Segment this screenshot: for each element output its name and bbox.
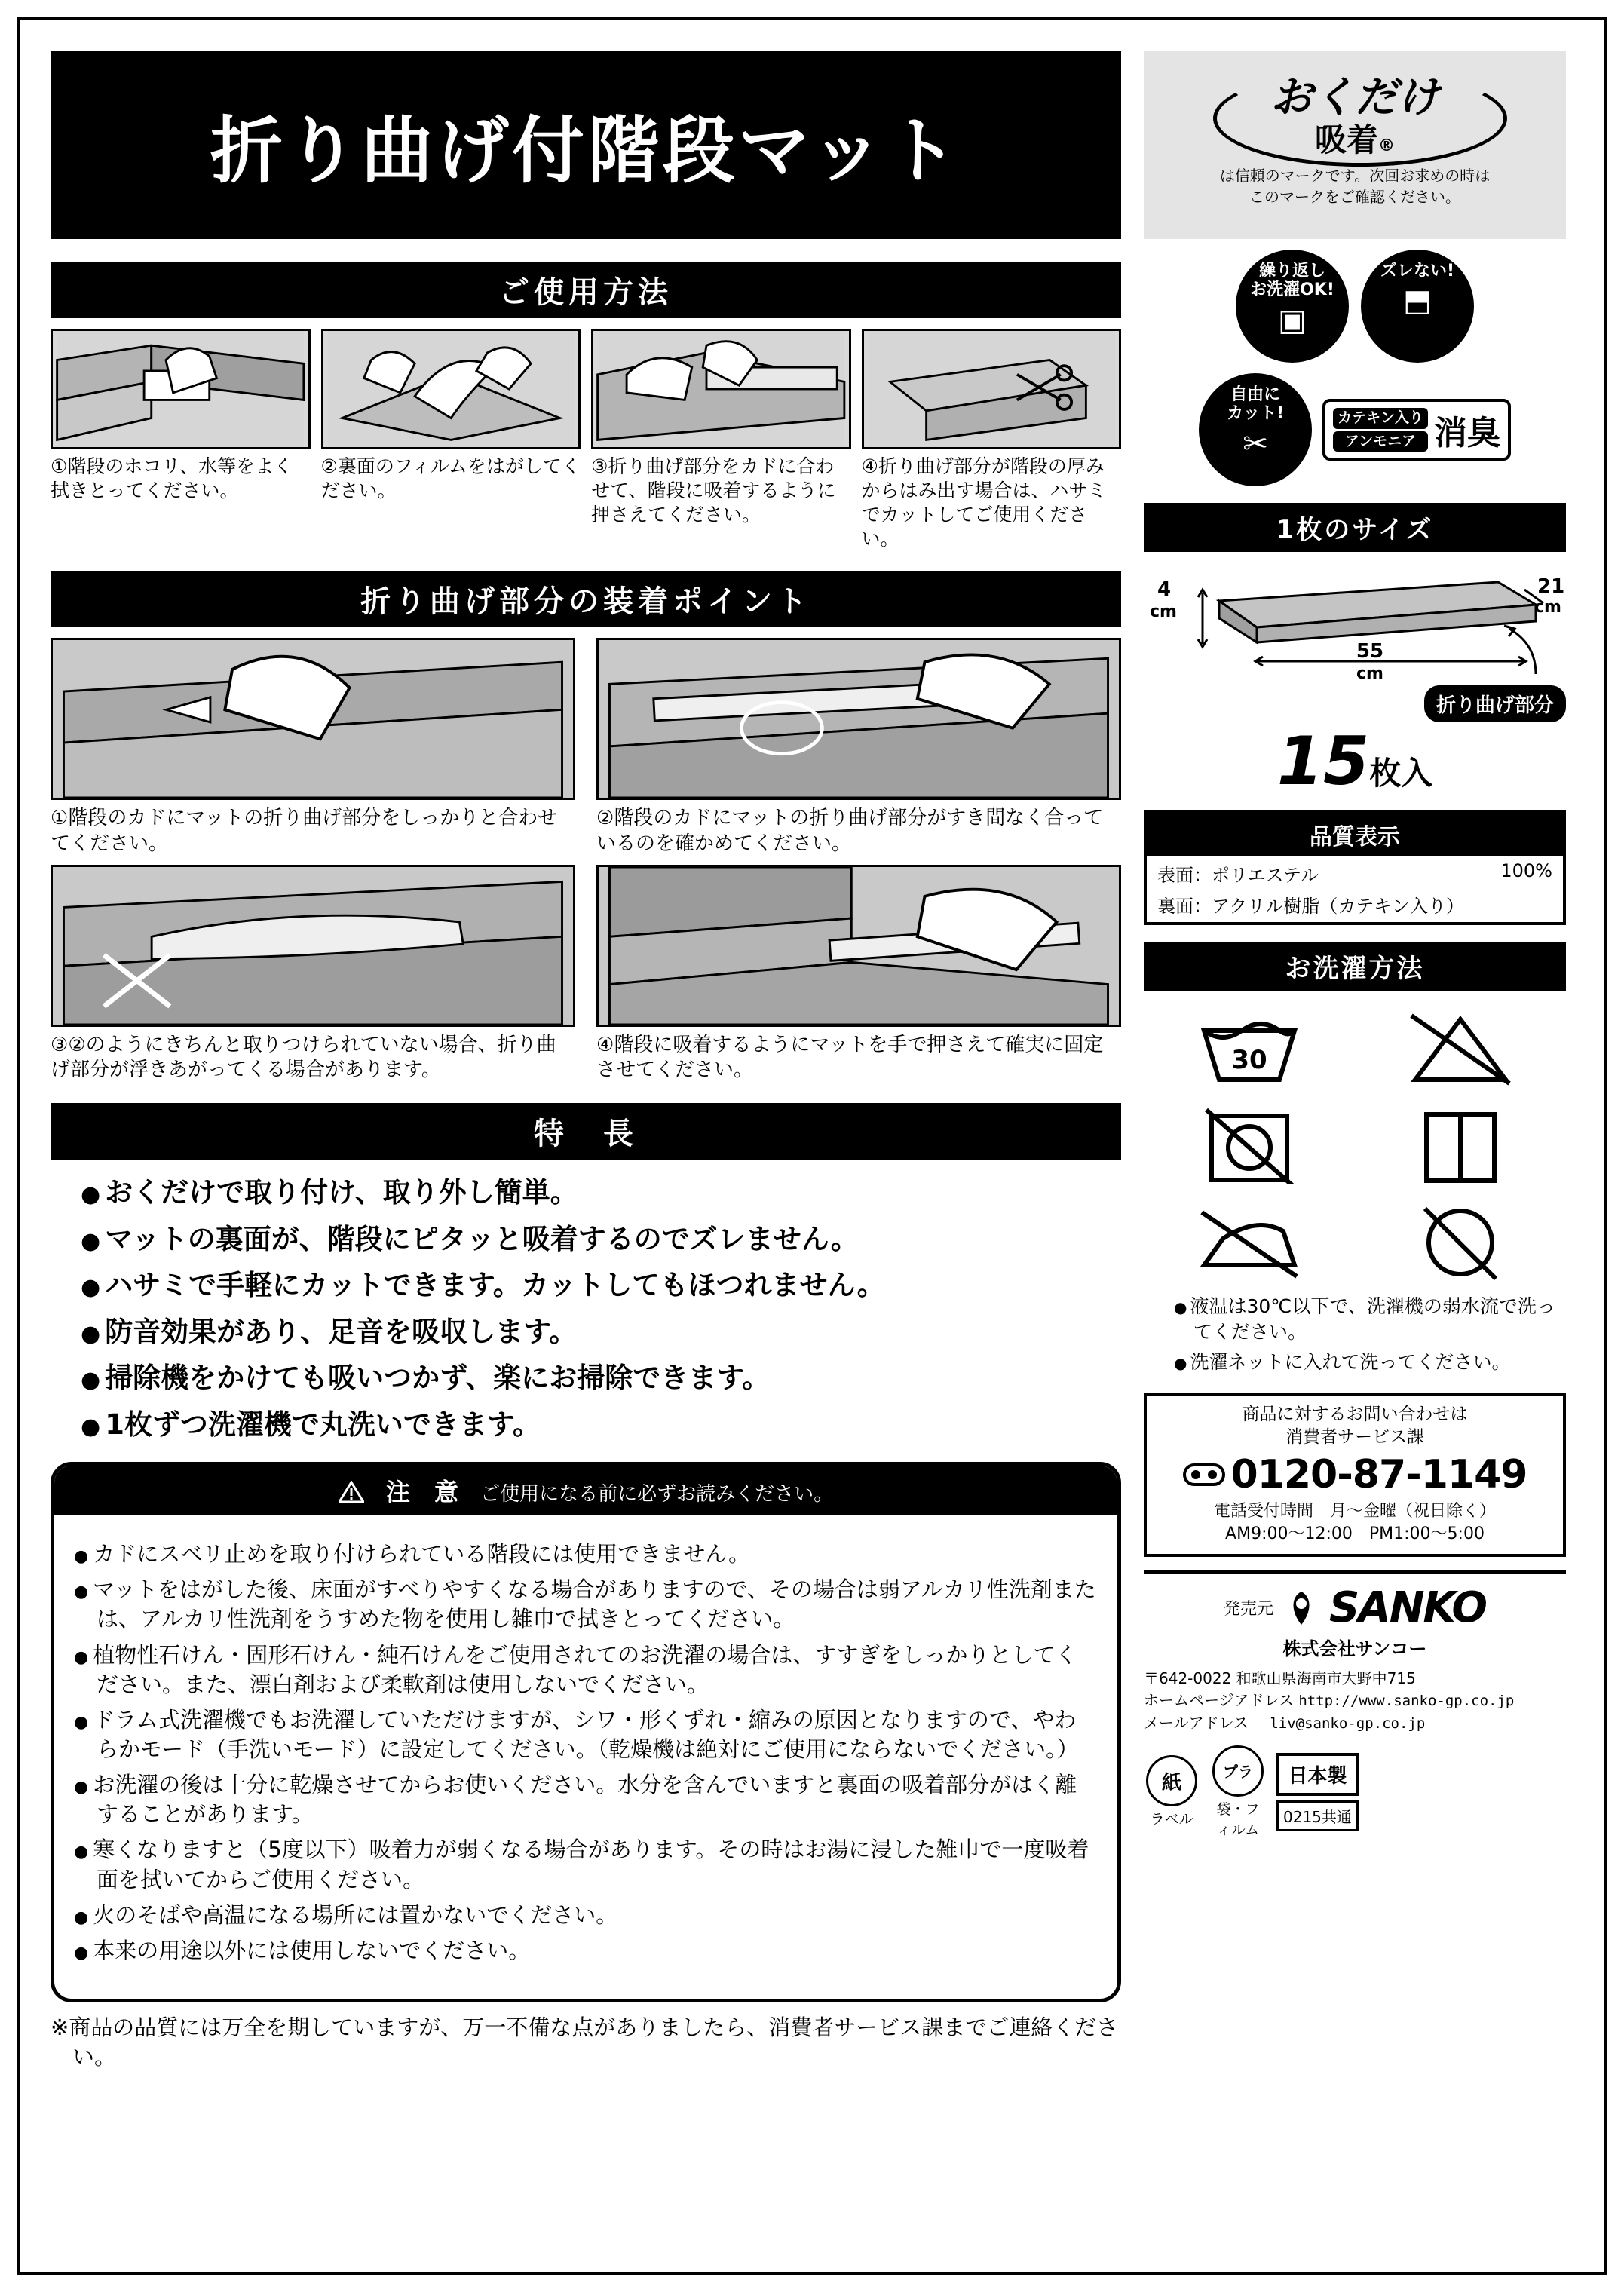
deodorant-tag-1: カテキン入り xyxy=(1333,408,1428,429)
bad-example-icon xyxy=(51,865,575,1027)
point-item-4-caption: ④階段に吸着するようにマットを手で押さえて確実に固定させてください。 xyxy=(596,1033,1104,1082)
depth-unit: cm xyxy=(1534,598,1561,617)
peel-film-icon xyxy=(321,329,581,449)
maker-logo-text: SANKO xyxy=(1329,1583,1486,1633)
contact-phone-number[interactable]: 0120-87-1149 xyxy=(1230,1452,1527,1498)
feature-badges xyxy=(1144,250,1566,363)
wash-note-item: ● 液温は30℃以下で、洗濯機の弱水流で洗ってください。 xyxy=(1174,1294,1566,1345)
plastic-recycle-label: 袋・フィルム xyxy=(1216,1800,1260,1838)
depth-value: 21 xyxy=(1537,575,1565,598)
contact-box xyxy=(1144,1393,1566,1557)
wash-30-icon xyxy=(1193,1004,1306,1087)
washing-machine-icon: ▣ xyxy=(1278,302,1307,338)
quality-row xyxy=(1147,856,1563,891)
caution-item: ● 本来の用途以外には使用しないでください。 xyxy=(74,1936,1098,1966)
caution-item: ● 火のそばや高温になる場所には置かないでください。 xyxy=(74,1901,1098,1930)
usage-step-1 xyxy=(51,329,311,551)
contact-phone-row xyxy=(1153,1452,1557,1497)
badge-no-slip: ズレない! ⬒ xyxy=(1361,250,1474,363)
caution-box xyxy=(51,1462,1121,2002)
point-item-2 xyxy=(596,638,1121,857)
brand-mark xyxy=(1144,51,1566,239)
fold-part-label: 折り曲げ部分 xyxy=(1424,685,1566,722)
check-gap-icon xyxy=(596,638,1121,800)
maker-company: 株式会社サンコー xyxy=(1282,1638,1427,1660)
usage-step-1-caption: ①階段のホコリ、水等をよく拭きとってください。 xyxy=(51,455,293,501)
caution-heading-text: 注 意 xyxy=(385,1478,458,1507)
point-item-3-caption: ③②のようにきちんと取りつけられていない場合、折り曲げ部分が浮きあがってくる場合があります。 xyxy=(51,1033,556,1082)
maker-logo-row xyxy=(1144,1583,1566,1632)
deodorant-label: 消臭 xyxy=(1433,414,1500,452)
made-in-label: 日本製 xyxy=(1276,1753,1359,1796)
no-iron-icon xyxy=(1193,1197,1306,1280)
piece-count xyxy=(1144,722,1566,800)
maker-hatsubai-label: 発売元 xyxy=(1224,1600,1274,1619)
quality-label: 裏面：アクリル樹脂（カテキン入り） xyxy=(1157,896,1465,917)
deodorant-badge xyxy=(1322,399,1511,461)
contact-line-1: 商品に対するお問い合わせは xyxy=(1242,1405,1468,1425)
feature-item: ● 1枚ずつ洗濯機で丸洗いできます。 xyxy=(81,1404,1121,1446)
badge-wash-ok: 繰り返し お洗濯OK! ▣ xyxy=(1236,250,1349,363)
footer-marks xyxy=(1144,1745,1566,1839)
free-dial-icon xyxy=(1183,1462,1225,1488)
line-dry-icon xyxy=(1404,1101,1517,1184)
caution-note: ※商品の品質には万全を期していますが、万一不備な点がありましたら、消費者サービス課までご連絡ください。 xyxy=(51,2015,1119,2070)
points-heading: 折り曲げ部分の装着ポイント xyxy=(51,571,1121,627)
paper-recycle-label: ラベル xyxy=(1150,1811,1193,1828)
maker-address: 〒642-0022 和歌山県海南市大野中715 xyxy=(1144,1669,1416,1688)
badge-free-cut: 自由に カット! ✂ xyxy=(1199,373,1312,486)
point-item-4 xyxy=(596,865,1121,1084)
brand-okudake-text: おくだけ xyxy=(1270,73,1439,122)
plastic-recycle-icon: プラ xyxy=(1212,1745,1264,1797)
thickness-unit: cm xyxy=(1150,602,1177,621)
feature-item: ● 防音効果があり、足音を吸収します。 xyxy=(81,1311,1121,1353)
point-item-3 xyxy=(51,865,575,1084)
no-tumble-dry-icon xyxy=(1193,1101,1306,1184)
thickness-value: 4 xyxy=(1157,578,1172,601)
caution-item: ● お洗濯の後は十分に乾燥させてからお使いください。水分を含んでいますと裏面の吸着部分がはく離することがあります。 xyxy=(74,1770,1098,1829)
points-grid xyxy=(51,638,1121,1083)
caution-item: ● 寒くなりますと（5度以下）吸着力が弱くなる場合があります。その時はお湯に浸した雑巾で一度吸着面を拭いてからご使用ください。 xyxy=(74,1835,1098,1894)
maker-address-block xyxy=(1144,1668,1566,1734)
features-heading: 特 長 xyxy=(51,1103,1121,1160)
svg-text:30: 30 xyxy=(1231,1045,1267,1075)
contact-hours-1: 電話受付時間 月～金曜（祝日除く） xyxy=(1213,1502,1496,1521)
page-title-text: 折り曲げ付階段マット xyxy=(210,108,962,193)
feature-item: ● 掃除機をかけても吸いつかず、楽にお掃除できます。 xyxy=(81,1357,1121,1399)
size-diagram xyxy=(1144,559,1566,718)
usage-steps xyxy=(51,329,1121,551)
piece-count-unit: 枚入 xyxy=(1369,755,1433,792)
width-value: 55 xyxy=(1356,640,1384,663)
page-title xyxy=(51,51,1121,239)
maker-mail[interactable]: liv@sanko-gp.co.jp xyxy=(1270,1714,1426,1732)
caution-heading xyxy=(54,1466,1117,1515)
usage-step-4 xyxy=(862,329,1122,551)
maker-web-label: ホームページアドレス xyxy=(1144,1691,1294,1710)
caution-list xyxy=(54,1527,1117,1987)
caution-heading-sub: ご使用になる前に必ずお読みください。 xyxy=(480,1483,834,1506)
wash-heading: お洗濯方法 xyxy=(1144,942,1566,991)
usage-step-3 xyxy=(591,329,851,551)
wash-symbols xyxy=(1144,1004,1566,1280)
press-fix-icon xyxy=(596,865,1121,1027)
usage-step-2 xyxy=(321,329,581,551)
features-list xyxy=(51,1172,1121,1445)
point-item-2-caption: ②階段のカドにマットの折り曲げ部分がすき間なく合っているのを確かめてください。 xyxy=(596,807,1104,855)
no-bleach-icon xyxy=(1404,1004,1517,1087)
caution-item: ● ドラム式洗濯機でもお洗濯していただけますが、シワ・形くずれ・縮みの原因となりますので、やわらかモード（手洗いモード）に設定してください。（乾燥機は絶対にご使用にならないでください。） xyxy=(74,1705,1098,1764)
align-corner-icon xyxy=(51,638,575,800)
feature-item: ● おくだけで取り付け、取り外し簡単。 xyxy=(81,1172,1121,1214)
brand-kyuchaku-text: 吸着® xyxy=(1314,121,1395,158)
piece-count-number: 15 xyxy=(1276,722,1370,800)
recycle-mark-paper xyxy=(1144,1755,1200,1828)
sanko-logo-icon xyxy=(1281,1590,1322,1626)
wash-notes xyxy=(1144,1294,1566,1374)
recycle-mark-plastic xyxy=(1210,1745,1266,1839)
point-item-1-caption: ①階段のカドにマットの折り曲げ部分をしっかりと合わせてください。 xyxy=(51,807,558,855)
point-item-1 xyxy=(51,638,575,857)
feature-item: ● マットの裏面が、階段にピタッと吸着するのでズレません。 xyxy=(81,1218,1121,1261)
wipe-stair-icon xyxy=(51,329,311,449)
quality-value: 100% xyxy=(1500,860,1552,881)
badge-row-2 xyxy=(1144,373,1566,486)
no-slip-icon: ⬒ xyxy=(1403,283,1432,319)
cut-mat-icon xyxy=(862,329,1122,449)
deodorant-tag-2: アンモニア xyxy=(1333,431,1428,452)
scissors-icon: ✂ xyxy=(1243,426,1268,461)
contact-hours-2: AM9:00～12:00 PM1:00～5:00 xyxy=(1225,1524,1485,1543)
label-sheet xyxy=(17,17,1607,2275)
caution-item: ● 植物性石けん・固形石けん・純石けんをご使用されてのお洗濯の場合は、すすぎをしっかりとしてください。また、漂白剤および柔軟剤は使用しないでください。 xyxy=(74,1641,1098,1699)
quality-heading: 品質表示 xyxy=(1147,814,1563,856)
size-heading: 1枚のサイズ xyxy=(1144,503,1566,552)
usage-step-2-caption: ②裏面のフィルムをはがしてください。 xyxy=(320,455,581,501)
wash-note-item: ● 洗濯ネットに入れて洗ってください。 xyxy=(1174,1350,1566,1375)
quality-label: 表面：ポリエステル xyxy=(1157,865,1319,886)
press-mat-icon xyxy=(591,329,851,449)
no-dry-clean-icon xyxy=(1404,1197,1517,1280)
maker-mail-label: メールアドレス xyxy=(1144,1713,1249,1732)
paper-recycle-icon: 紙 xyxy=(1146,1755,1197,1806)
usage-step-4-caption: ④折り曲げ部分が階段の厚みからはみ出す場合は、ハサミでカットしてご使用ください。 xyxy=(861,455,1107,550)
right-column xyxy=(1144,51,1566,1839)
brand-note: は信頼のマークです。次回お求めの時は このマークをご確認ください。 xyxy=(1219,167,1491,206)
quality-table xyxy=(1144,810,1566,925)
feature-item: ● ハサミで手軽にカットできます。カットしてもほつれません。 xyxy=(81,1264,1121,1307)
width-unit: cm xyxy=(1356,664,1383,683)
left-column xyxy=(51,51,1121,2072)
usage-heading: ご使用方法 xyxy=(51,262,1121,318)
product-code: 0215共通 xyxy=(1276,1800,1359,1831)
usage-step-3-caption: ③折り曲げ部分をカドに合わせて、階段に吸着するように押さえてください。 xyxy=(591,455,836,526)
contact-line-2: 消費者サービス課 xyxy=(1285,1427,1424,1448)
warning-triangle-icon xyxy=(339,1478,364,1506)
maker-block xyxy=(1144,1570,1566,1838)
maker-web[interactable]: http://www.sanko-gp.co.jp xyxy=(1298,1693,1515,1710)
quality-row xyxy=(1147,891,1563,922)
caution-item: ● カドにスベリ止めを取り付けられている階段には使用できません。 xyxy=(74,1540,1098,1569)
caution-item: ● マットをはがした後、床面がすべりやすくなる場合がありますので、その場合は弱アルカリ性洗剤または、アルカリ性洗剤をうすめた物を使用し雑巾で拭きとってください。 xyxy=(74,1575,1098,1634)
